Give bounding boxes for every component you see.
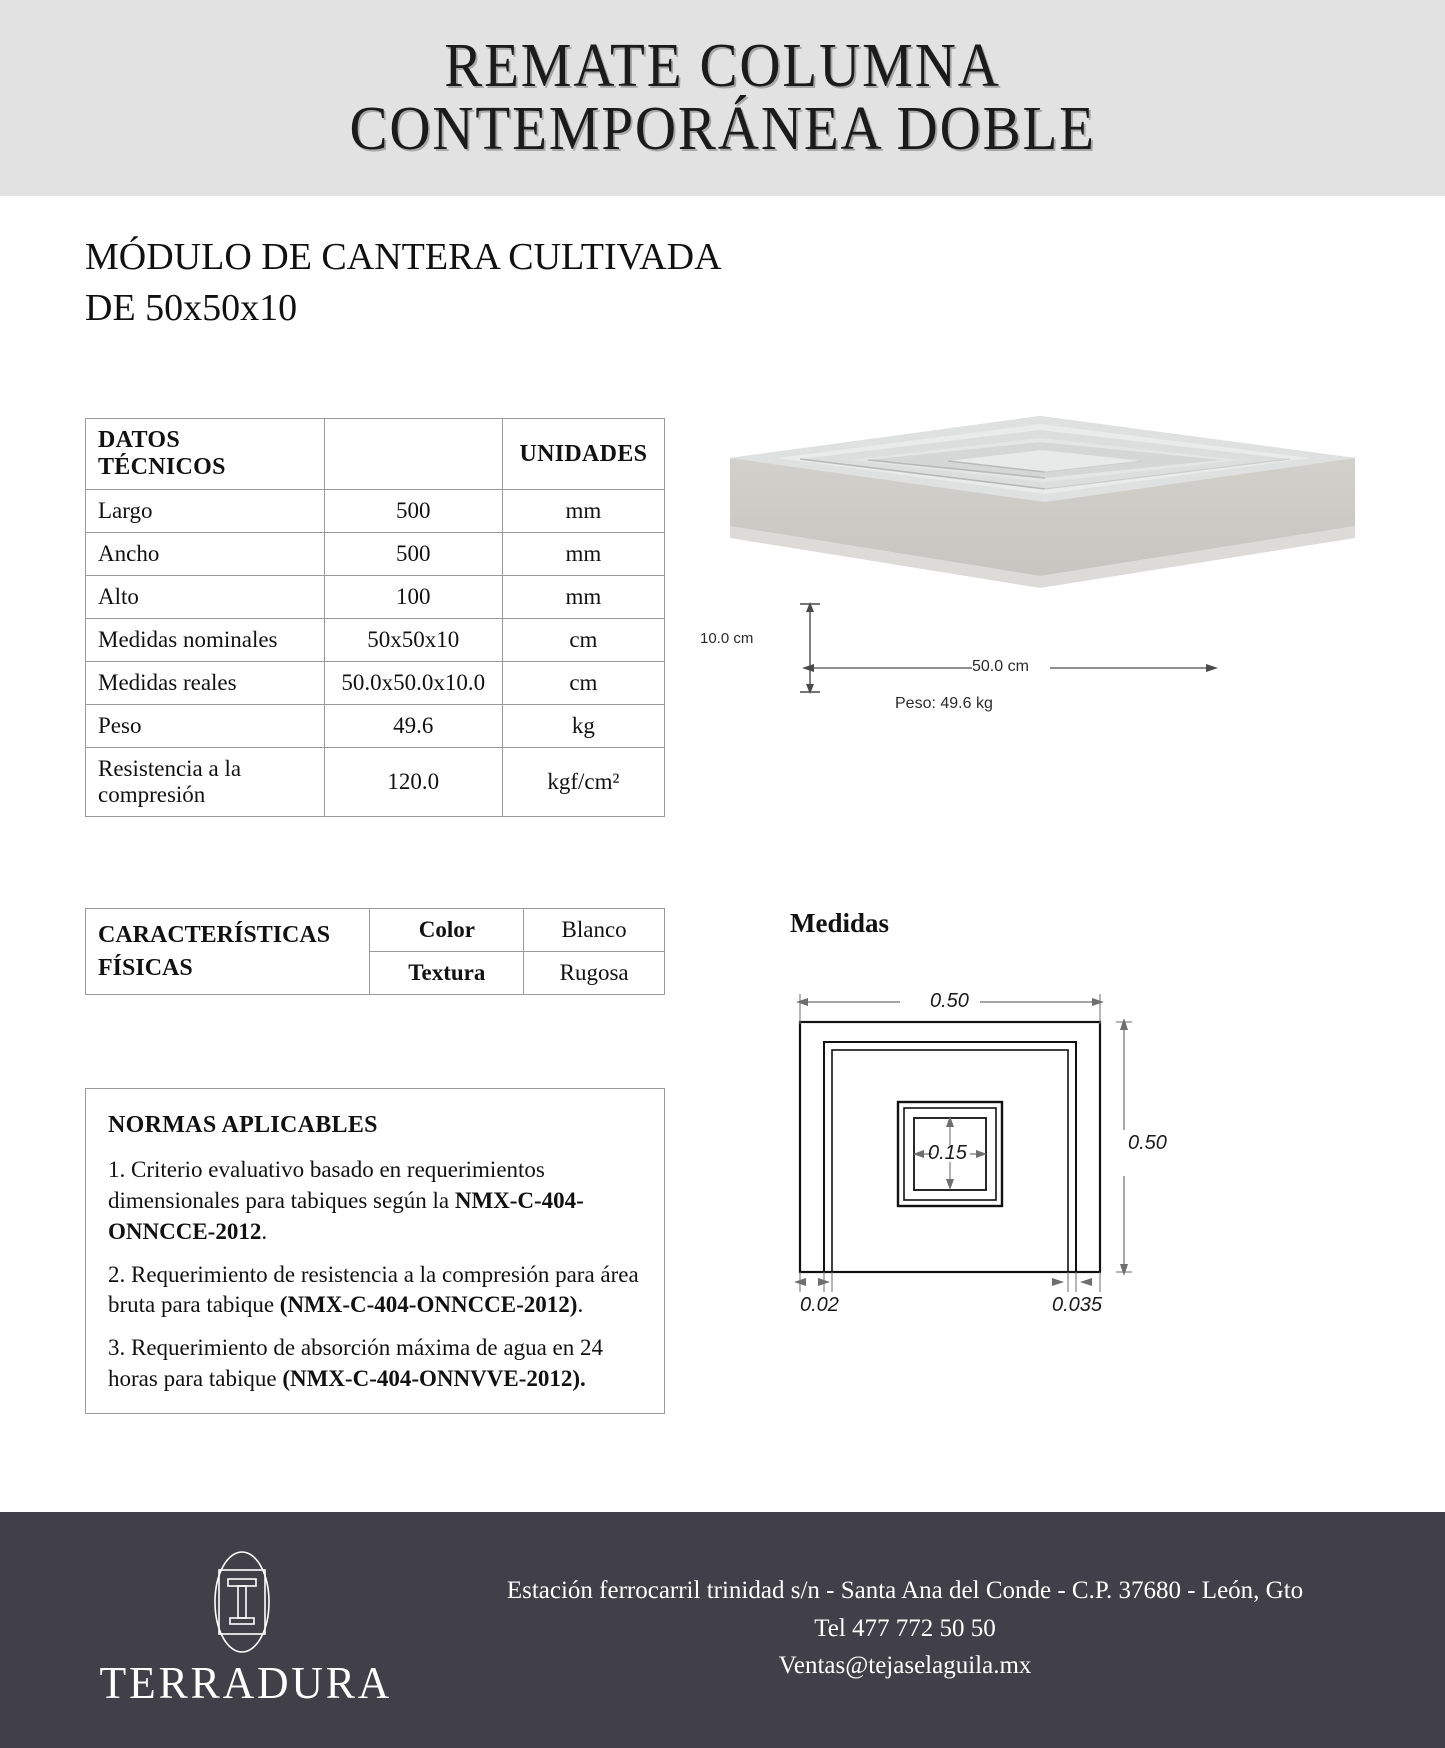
norms-item-2 <box>108 1260 642 1322</box>
height-dimension-label: 10.0 cm <box>700 630 754 647</box>
footer-email[interactable]: Ventas@tejaselaguila.mx <box>778 1652 1032 1679</box>
dimension-label-top: 0.50 <box>930 990 969 1012</box>
table-row <box>86 619 665 662</box>
subtitle-line-2: DE 50x50x10 <box>85 287 298 330</box>
norms-item-1-code: NMX-C-404-ONNCCE-2012 <box>108 1187 584 1244</box>
row-label: Peso <box>86 705 325 748</box>
product-subtitle <box>85 232 885 335</box>
dimension-label-bottom-left: 0.02 <box>800 1294 839 1316</box>
row-unit: cm <box>502 662 664 705</box>
row-unit: mm <box>502 576 664 619</box>
brand-name: TERRADURA <box>99 1657 393 1708</box>
header-cell-unit: UNIDADES <box>502 419 664 490</box>
norms-item-3-text: 3. Requerimiento de absorción máxima de agua en 24 horas para tabique <box>108 1335 603 1392</box>
title-banner <box>0 0 1445 196</box>
table-row <box>86 748 665 817</box>
row-value: 49.6 <box>324 705 502 748</box>
phys-key-color: Color <box>370 909 524 952</box>
dimension-label-inner: 0.15 <box>928 1142 967 1164</box>
row-value: 50x50x10 <box>324 619 502 662</box>
row-value: 500 <box>324 490 502 533</box>
technical-data-table <box>85 418 665 817</box>
applicable-standards-box <box>85 1088 665 1414</box>
height-dimension-arrow <box>768 596 828 706</box>
row-unit: mm <box>502 490 664 533</box>
norms-item-1-text: 1. Criterio evaluativo basado en requerimientos dimensionales para tabiques según la <box>108 1157 545 1213</box>
phys-key-textura: Textura <box>370 952 524 995</box>
row-unit: kgf/cm² <box>502 748 664 817</box>
dimension-label-right: 0.50 <box>1128 1132 1167 1154</box>
table-header-row <box>86 419 665 490</box>
row-label: Ancho <box>86 533 325 576</box>
row-label: Alto <box>86 576 325 619</box>
row-unit: mm <box>502 533 664 576</box>
width-dimension-label: 50.0 cm <box>972 658 1029 675</box>
medidas-title: Medidas <box>790 908 890 938</box>
table-row <box>86 576 665 619</box>
terradura-monogram-icon <box>203 1548 281 1656</box>
table-row <box>86 662 665 705</box>
page-title-line-1: REMATE COLUMNA <box>444 31 1001 100</box>
norms-item-2-text: 2. Requerimiento de resistencia a la compresión para área bruta para tabique <box>108 1261 639 1318</box>
dimension-label-bottom-right: 0.035 <box>1052 1294 1103 1316</box>
page-footer <box>0 1512 1445 1748</box>
norms-item-1 <box>108 1155 642 1247</box>
row-label: Largo <box>86 490 325 533</box>
table-row <box>86 490 665 533</box>
row-label: Medidas reales <box>86 662 325 705</box>
norms-item-3-code: (NMX-C-404-ONNVVE-2012). <box>282 1366 586 1392</box>
row-value: 500 <box>324 533 502 576</box>
technical-drawing <box>780 980 1200 1316</box>
company-logo <box>92 1548 392 1706</box>
product-photo <box>700 398 1400 728</box>
row-value: 120.0 <box>324 748 502 817</box>
row-label: Medidas nominales <box>86 619 325 662</box>
norms-item-1-suffix: . <box>261 1218 268 1244</box>
header-cell-value <box>324 419 502 490</box>
norms-title: NORMAS APLICABLES <box>108 1112 378 1138</box>
footer-phone: Tel 477 772 50 50 <box>814 1614 996 1642</box>
footer-address: Estación ferrocarril trinidad s/n - Santa Ana del Conde - C.P. 37680 - León, Gto <box>506 1577 1304 1604</box>
logo-icon-svg <box>203 1548 281 1656</box>
norms-item-3 <box>108 1333 642 1395</box>
norms-item-2-code: (NMX-C-404-ONNCCE-2012) <box>279 1292 578 1318</box>
table-row <box>86 909 665 952</box>
row-value: 100 <box>324 576 502 619</box>
table-row <box>86 533 665 576</box>
subtitle-line-1: MÓDULO DE CANTERA CULTIVADA <box>85 236 722 278</box>
header-cell-label: DATOS TÉCNICOS <box>86 419 325 490</box>
phys-heading: CARACTERÍSTICAS FÍSICAS <box>86 909 370 995</box>
weight-caption: Peso: 49.6 kg <box>895 695 993 712</box>
phys-value-textura: Rugosa <box>524 952 665 995</box>
row-unit: kg <box>502 705 664 748</box>
row-value: 50.0x50.0x10.0 <box>324 662 502 705</box>
norms-item-2-suffix: . <box>577 1292 584 1318</box>
row-unit: cm <box>502 619 664 662</box>
row-label: Resistencia a la compresión <box>86 748 325 817</box>
footer-contact-info <box>400 1572 1410 1685</box>
page-title-line-2: CONTEMPORÁNEA DOBLE <box>349 95 1096 163</box>
table-row <box>86 705 665 748</box>
physical-characteristics-table <box>85 908 665 995</box>
phys-value-color: Blanco <box>524 909 665 952</box>
